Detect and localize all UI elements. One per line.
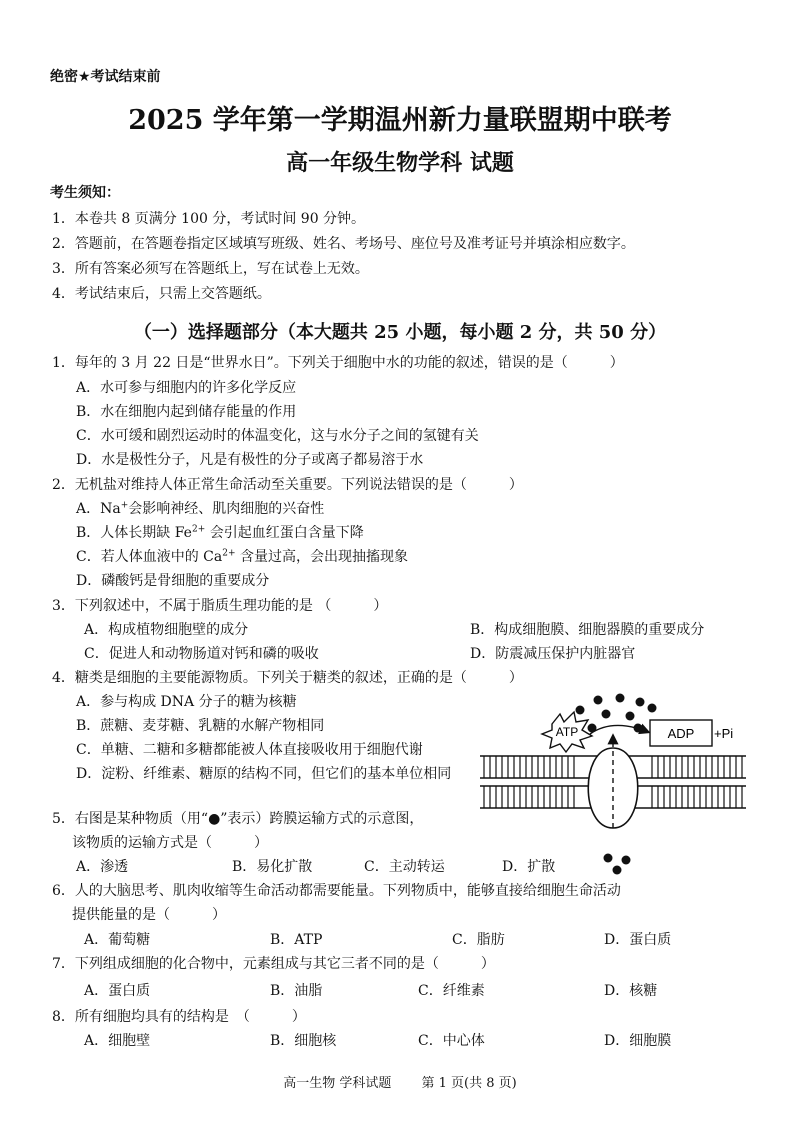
option: C．脂肪 xyxy=(452,932,505,948)
option: C．若人体血液中的 $Ca^{2+}$ 含量过高，会出现抽搐现象 xyxy=(76,548,408,565)
question-stem: 8．所有细胞均具有的结构是 （ ） xyxy=(52,1009,306,1025)
option: D．水是极性分子，凡是有极性的分子或离子都易溶于水 xyxy=(76,452,424,468)
notice-heading: 考生须知： xyxy=(50,185,120,201)
confidential-mark: 绝密★考试结束前 xyxy=(50,69,161,85)
option: B．易化扩散 xyxy=(232,859,313,875)
adp-label: ADP xyxy=(667,726,695,741)
section-title: （一）选择题部分（本大题共 25 小题，每小题 2 分，共 50 分） xyxy=(133,322,667,343)
option: A．参与构成 DNA 分子的糖为核糖 xyxy=(76,694,297,710)
option: D．细胞膜 xyxy=(604,1033,672,1049)
question-stem-cont: 提供能量的是（ ） xyxy=(72,907,226,923)
option: B．ATP xyxy=(270,932,323,948)
option: C．水可缓和剧烈运动时的体温变化，这与水分子之间的氢键有关 xyxy=(76,428,479,444)
exam-title: 2025 学年第一学期温州新力量联盟期中联考 xyxy=(128,105,672,136)
option: A．细胞壁 xyxy=(84,1033,151,1049)
option: A．构成植物细胞壁的成分 xyxy=(84,622,249,638)
option: B．构成细胞膜、细胞器膜的重要成分 xyxy=(470,622,705,638)
option: A．蛋白质 xyxy=(84,983,151,999)
question-stem: 2．无机盐对维持人体正常生命活动至关重要。下列说法错误的是（ ） xyxy=(52,477,523,493)
option: C．促进人和动物肠道对钙和磷的吸收 xyxy=(84,646,319,662)
option: D．磷酸钙是骨细胞的重要成分 xyxy=(76,573,270,589)
question-stem: 5．右图是某种物质（用“●”表示）跨膜运输方式的示意图， xyxy=(52,811,424,827)
notice-item: 1．本卷共 8 页满分 100 分，考试时间 90 分钟。 xyxy=(52,211,366,227)
question-stem: 1．每年的 3 月 22 日是“世界水日”。下列关于细胞中水的功能的叙述，错误的是（ ） xyxy=(52,355,624,371)
exam-subtitle: 高一年级生物学科 试题 xyxy=(286,150,514,176)
option: B．细胞核 xyxy=(270,1033,337,1049)
option: B．蔗糖、麦芽糖、乳糖的水解产物相同 xyxy=(76,718,325,734)
notice-item: 3．所有答案必须写在答题纸上，写在试卷上无效。 xyxy=(52,261,369,277)
page-footer: 高一生物 学科试题 第 1 页(共 8 页) xyxy=(283,1076,517,1091)
option: C．单糖、二糖和多糖都能被人体直接吸收用于细胞代谢 xyxy=(76,742,423,758)
option: C．纤维素 xyxy=(418,983,485,999)
option: A．Na+会影响神经、肌肉细胞的兴奋性 xyxy=(76,500,325,517)
notice-item: 2．答题前，在答题卷指定区域填写班级、姓名、考场号、座位号及准考证号并填涂相应数字。 xyxy=(52,236,635,252)
option: D．扩散 xyxy=(502,859,556,875)
question-stem: 6．人的大脑思考、肌肉收缩等生命活动都需要能量。下列物质中，能够直接给细胞生命活动 xyxy=(52,883,621,899)
question-stem: 4．糖类是细胞的主要能源物质。下列关于糖类的叙述，正确的是（ ） xyxy=(52,670,523,686)
pi-label: +Pi xyxy=(714,726,734,741)
option: C．主动转运 xyxy=(364,859,445,875)
option: B．油脂 xyxy=(270,983,323,999)
option: A．水可参与细胞内的许多化学反应 xyxy=(76,380,297,396)
option: D．防震减压保护内脏器官 xyxy=(470,646,636,662)
question-stem-cont: 该物质的运输方式是（ ） xyxy=(72,835,268,851)
option: D．蛋白质 xyxy=(604,932,672,948)
question-stem: 7．下列组成细胞的化合物中，元素组成与其它三者不同的是（ ） xyxy=(52,956,495,972)
atp-label: ATP xyxy=(555,725,579,739)
option: A．渗透 xyxy=(76,859,129,875)
option: B．水在细胞内起到储存能量的作用 xyxy=(76,404,297,420)
question-stem: 3．下列叙述中，不属于脂质生理功能的是 （ ） xyxy=(52,598,388,614)
option: D．淀粉、纤维素、糖原的结构不同，但它们的基本单位相同 xyxy=(76,766,452,782)
option: A．葡萄糖 xyxy=(84,932,151,948)
notice-item: 4．考试结束后，只需上交答题纸。 xyxy=(52,286,271,302)
option: C．中心体 xyxy=(418,1033,485,1049)
option: B．人体长期缺 $Fe^{2+}$ 会引起血红蛋白含量下降 xyxy=(76,524,364,541)
option: D．核糖 xyxy=(604,983,658,999)
membrane-transport-diagram xyxy=(480,688,746,876)
